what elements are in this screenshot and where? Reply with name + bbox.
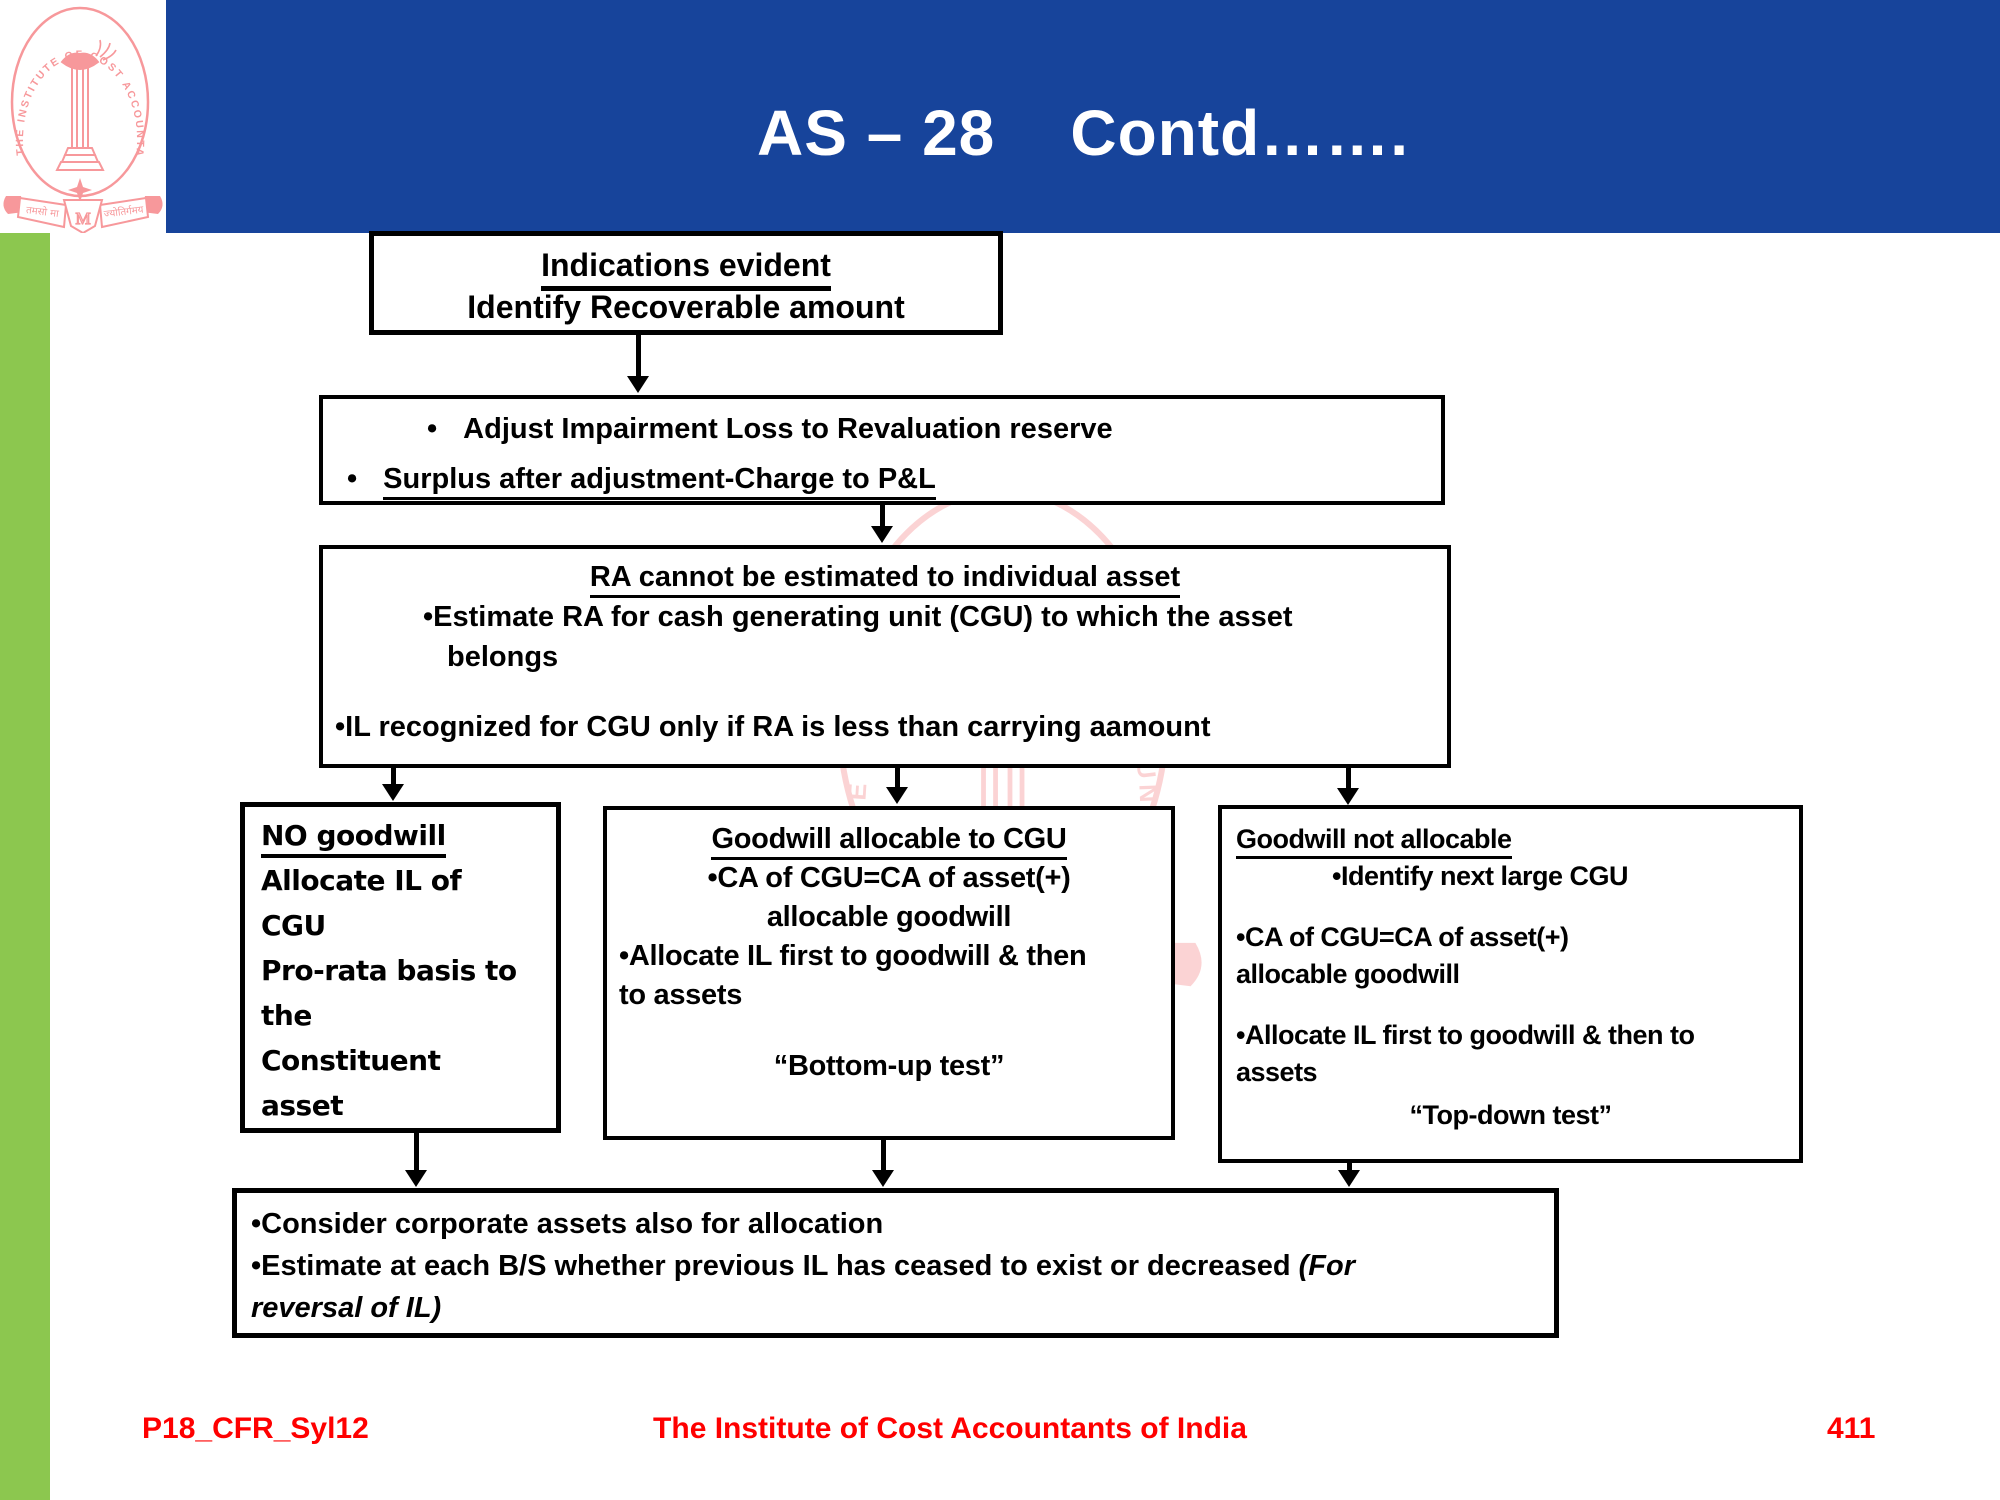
- box5-quote: “Bottom-up test”: [773, 1050, 1005, 1082]
- box6-heading-row: [1222, 821, 1799, 858]
- flow-arrow-1-line: [636, 335, 641, 376]
- box7-bullet2-normal: •Estimate at each B/S whether previous IL has ceased to exist or decreased: [251, 1250, 1299, 1282]
- bullet-icon: •: [347, 463, 358, 495]
- logo-area: [0, 0, 166, 233]
- box4-line1: Allocate IL of: [261, 864, 462, 897]
- box6-bullet3-line2: assets: [1236, 1057, 1318, 1087]
- box3-heading: RA cannot be estimated to individual asset: [590, 561, 1180, 598]
- box3-bullet1-line2: belongs: [447, 641, 559, 673]
- slide-title: AS – 28 Contd…….: [757, 97, 1409, 169]
- box7-bullet2-line2: reversal of IL): [251, 1292, 442, 1324]
- box6-heading: Goodwill not allocable: [1236, 824, 1512, 859]
- box7-bullet2-line1: [251, 1245, 1554, 1287]
- box1-line2: Identify Recoverable amount: [467, 289, 905, 325]
- flow-arrow-3-line: [391, 768, 396, 784]
- box2-item2-text: Surplus after adjustment-Charge to P&L: [383, 463, 936, 500]
- box4-line2: CGU: [261, 909, 326, 942]
- header-band: [166, 0, 2000, 233]
- box2-item1: [323, 413, 1441, 446]
- box7-bullet1: •Consider corporate assets also for allocation: [251, 1208, 884, 1240]
- flow-box-adjust-impairment: [319, 395, 1445, 505]
- flow-arrow-5-line: [1346, 768, 1351, 788]
- flow-arrow-7-head: [872, 1170, 894, 1187]
- box3-heading-row: [323, 557, 1447, 597]
- box4-line3: Pro-rata basis to: [261, 954, 517, 987]
- box5-bullet2-line2: to assets: [619, 979, 743, 1011]
- box5-heading: Goodwill allocable to CGU: [711, 823, 1066, 860]
- footer-page-number: 411: [1827, 1412, 1876, 1445]
- footer-course-code: P18_CFR_Syl12: [142, 1412, 369, 1445]
- box4-line5: Constituent: [261, 1044, 441, 1077]
- box4-line6: asset: [261, 1089, 344, 1122]
- box6-bullet2-line2: allocable goodwill: [1236, 959, 1460, 989]
- box6-bullet2-line1: •CA of CGU=CA of asset(+): [1236, 922, 1569, 952]
- box3-bullet1-line1: •Estimate RA for cash generating unit (CGU) to which the asset: [423, 601, 1293, 633]
- bullet-icon: •: [427, 413, 438, 445]
- flow-arrow-3-head: [382, 784, 404, 801]
- flow-box-goodwill-not-allocable: [1218, 805, 1803, 1163]
- green-stripe: [0, 233, 50, 1500]
- flow-arrow-1-head: [627, 376, 649, 393]
- flow-arrow-2-head: [871, 526, 893, 543]
- flow-arrow-4-line: [895, 768, 900, 787]
- box4-heading-row: [261, 813, 556, 858]
- flow-arrow-6-head: [405, 1170, 427, 1187]
- box6-quote: “Top-down test”: [1409, 1100, 1612, 1130]
- flow-box-corporate-assets: [232, 1188, 1559, 1338]
- box6-bullet3-line1: •Allocate IL first to goodwill & then to: [1236, 1020, 1695, 1050]
- box4-heading: NO goodwill: [261, 819, 446, 858]
- institute-logo: [0, 0, 166, 233]
- flow-arrow-8-line: [1347, 1163, 1352, 1170]
- box5-bullet2-line1: •Allocate IL first to goodwill & then: [619, 940, 1087, 972]
- box3-bullet2: •IL recognized for CGU only if RA is less than carrying aamount: [335, 711, 1211, 743]
- flow-box-no-goodwill: [240, 802, 561, 1133]
- box5-heading-row: [607, 820, 1171, 859]
- flow-arrow-8-head: [1338, 1170, 1360, 1187]
- flow-box-indications: [369, 231, 1003, 335]
- box5-bullet1-line1: •CA of CGU=CA of asset(+): [707, 862, 1071, 894]
- flow-box-ra-cgu: [319, 545, 1451, 768]
- flow-box-goodwill-allocable: [603, 806, 1175, 1140]
- box1-heading: Indications evident: [541, 247, 831, 291]
- box6-bullet1: •Identify next large CGU: [1332, 861, 1629, 891]
- flow-arrow-2-line: [880, 505, 885, 526]
- box7-bullet2-italic-inline: (For: [1298, 1250, 1355, 1282]
- flow-arrow-5-head: [1337, 788, 1359, 805]
- box2-item2: [323, 463, 1441, 496]
- flow-arrow-6-line: [414, 1133, 419, 1170]
- flow-arrow-7-line: [881, 1140, 886, 1170]
- box1-heading-row: [374, 244, 998, 286]
- box5-bullet1-line2: allocable goodwill: [766, 901, 1012, 933]
- box2-item1-text: Adjust Impairment Loss to Revaluation reserve: [463, 413, 1113, 445]
- footer-institute-name: The Institute of Cost Accountants of India: [653, 1412, 1247, 1445]
- flow-arrow-4-head: [886, 787, 908, 804]
- box4-line4: the: [261, 999, 312, 1032]
